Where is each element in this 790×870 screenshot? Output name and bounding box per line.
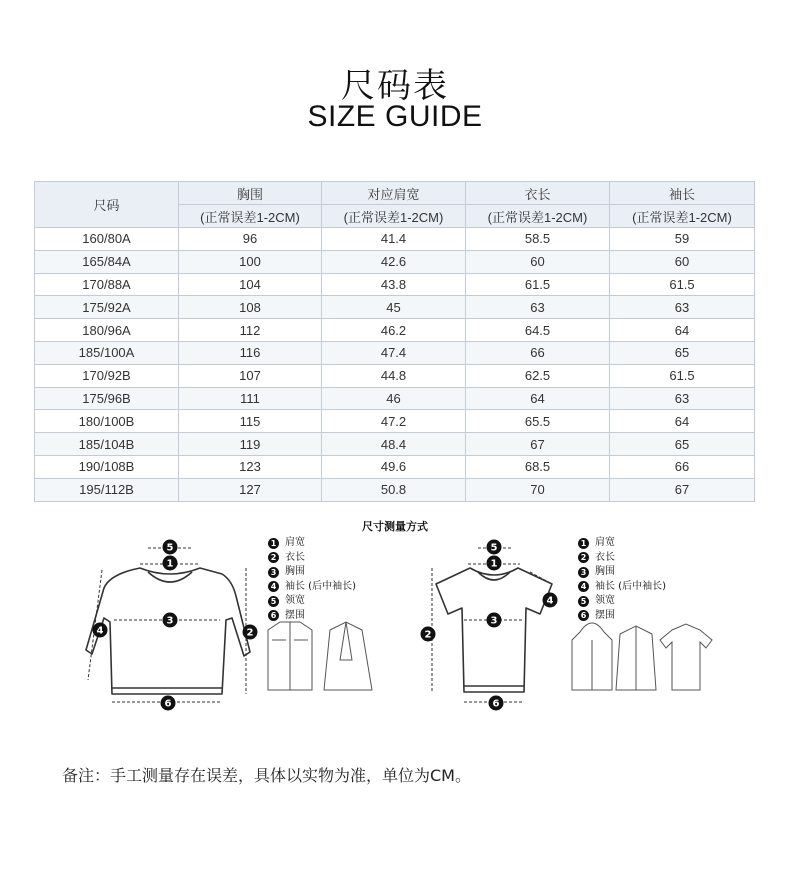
table-cell: 41.4 [322,228,466,251]
page-title-en: SIZE GUIDE [307,100,483,133]
table-cell: 165/84A [35,250,179,273]
table-cell: 63 [610,387,755,410]
table-row [35,228,755,251]
right-marker-label: 4 [546,595,554,607]
legend-label: 摆围 [595,609,615,621]
table-cell: 45 [322,296,466,319]
header-shoulder: 对应肩宽 [322,182,466,205]
legend-item [578,594,666,609]
table-cell: 190/108B [35,455,179,478]
table-cell: 100 [179,250,322,273]
table-cell: 66 [610,455,755,478]
legend-item [268,580,356,595]
legend-label: 袖长 (后中袖长) [285,580,356,592]
right-marker-label: 1 [490,558,498,570]
size-table [34,181,755,502]
legend-label: 领宽 [595,595,615,606]
legend-label: 领宽 [285,595,305,606]
number-badge: 4 [268,581,279,592]
number-badge: 6 [578,610,589,621]
footnote: 备注：手工测量存在误差，具体以实物为准，单位为CM。 [62,766,471,785]
table-cell: 49.6 [322,455,466,478]
table-cell: 170/88A [35,273,179,296]
table-cell: 175/96B [35,387,179,410]
table-cell: 63 [466,296,610,319]
table-cell: 63 [610,296,755,319]
table-row [35,410,755,433]
table-cell: 58.5 [466,228,610,251]
left-marker-label: 2 [246,627,254,639]
left-marker-label: 1 [166,558,174,570]
table-cell: 127 [179,478,322,501]
table-row [35,455,755,478]
number-badge: 5 [268,596,279,607]
table-cell: 61.5 [610,273,755,296]
legend-label: 袖长 (后中袖长) [595,580,666,592]
table-cell: 116 [179,341,322,364]
number-badge: 4 [578,581,589,592]
tee-outline [436,568,552,692]
number-badge: 2 [268,552,279,563]
table-cell: 65 [610,341,755,364]
legend-item [578,536,666,551]
table-cell: 47.4 [322,341,466,364]
header-sleeve: 袖长 [610,182,755,205]
table-cell: 123 [179,455,322,478]
legend-label: 肩宽 [285,537,305,548]
table-row [35,273,755,296]
table-cell: 46.2 [322,319,466,342]
table-cell: 66 [466,341,610,364]
right-marker-label: 5 [490,542,498,554]
left-marker-label: 3 [166,615,174,627]
table-cell: 160/80A [35,228,179,251]
legend-left [268,536,356,623]
table-cell: 115 [179,410,322,433]
left-marker-label: 5 [166,542,174,554]
legend-right [578,536,666,623]
table-cell: 60 [610,250,755,273]
table-cell: 60 [466,250,610,273]
hoodie-thumbnail [572,623,612,690]
table-cell: 68.5 [466,455,610,478]
table-cell: 170/92B [35,364,179,387]
table-cell: 46 [322,387,466,410]
blazer-thumbnail [324,622,372,690]
right-marker-label: 6 [492,698,500,710]
subheader-shoulder: (正常误差1-2CM) [322,205,466,228]
legend-label: 衣长 [595,551,615,563]
jacket-thumbnail [268,622,312,690]
table-row [35,478,755,501]
table-cell: 61.5 [610,364,755,387]
sweater-outline [86,568,250,694]
table-row [35,341,755,364]
table-cell: 50.8 [322,478,466,501]
table-row [35,250,755,273]
legend-item [578,609,666,624]
measurement-diagram [0,530,790,715]
legend-item [268,609,356,624]
table-cell: 43.8 [322,273,466,296]
table-cell: 64 [610,410,755,433]
table-cell: 96 [179,228,322,251]
right-marker-label: 2 [424,629,432,641]
table-cell: 64.5 [466,319,610,342]
table-cell: 48.4 [322,433,466,456]
legend-item [578,551,666,566]
number-badge: 1 [578,538,589,549]
number-badge: 2 [578,552,589,563]
cardigan-thumbnail [616,626,656,690]
header-length: 衣长 [466,182,610,205]
table-cell: 42.6 [322,250,466,273]
table-row [35,387,755,410]
left-marker-label: 6 [164,698,172,710]
size-table-body [35,228,755,502]
subheader-length: (正常误差1-2CM) [466,205,610,228]
number-badge: 5 [578,596,589,607]
header-chest: 胸围 [179,182,322,205]
table-cell: 185/100A [35,341,179,364]
size-table-header [35,182,755,228]
table-row [35,319,755,342]
legend-label: 衣长 [285,551,305,563]
table-cell: 65.5 [466,410,610,433]
table-cell: 112 [179,319,322,342]
left-marker-label: 4 [96,625,104,637]
table-cell: 108 [179,296,322,319]
table-cell: 180/96A [35,319,179,342]
legend-item [268,551,356,566]
page-title-cn: 尺码表 [341,66,449,106]
number-badge: 6 [268,610,279,621]
legend-label: 摆围 [285,609,305,621]
table-cell: 185/104B [35,433,179,456]
table-cell: 195/112B [35,478,179,501]
table-cell: 180/100B [35,410,179,433]
table-cell: 65 [610,433,755,456]
tshirt-thumbnail [660,624,712,690]
legend-label: 胸围 [285,566,305,577]
table-cell: 47.2 [322,410,466,433]
subheader-sleeve: (正常误差1-2CM) [610,205,755,228]
table-cell: 64 [610,319,755,342]
legend-item [578,565,666,580]
legend-item [268,594,356,609]
table-cell: 61.5 [466,273,610,296]
table-cell: 44.8 [322,364,466,387]
legend-item [268,536,356,551]
table-cell: 104 [179,273,322,296]
legend-label: 胸围 [595,566,615,577]
subheader-chest: (正常误差1-2CM) [179,205,322,228]
legend-item [578,580,666,595]
table-cell: 67 [466,433,610,456]
legend-item [268,565,356,580]
table-cell: 67 [610,478,755,501]
table-cell: 107 [179,364,322,387]
table-row [35,296,755,319]
table-cell: 119 [179,433,322,456]
header-size: 尺码 [35,182,179,228]
table-cell: 111 [179,387,322,410]
number-badge: 3 [268,567,279,578]
number-badge: 3 [578,567,589,578]
table-cell: 175/92A [35,296,179,319]
measure-title: 尺寸测量方式 [362,520,428,533]
table-row [35,433,755,456]
legend-label: 肩宽 [595,537,615,548]
table-cell: 64 [466,387,610,410]
number-badge: 1 [268,538,279,549]
right-marker-label: 3 [490,615,498,627]
table-cell: 70 [466,478,610,501]
table-row [35,364,755,387]
table-cell: 62.5 [466,364,610,387]
table-cell: 59 [610,228,755,251]
